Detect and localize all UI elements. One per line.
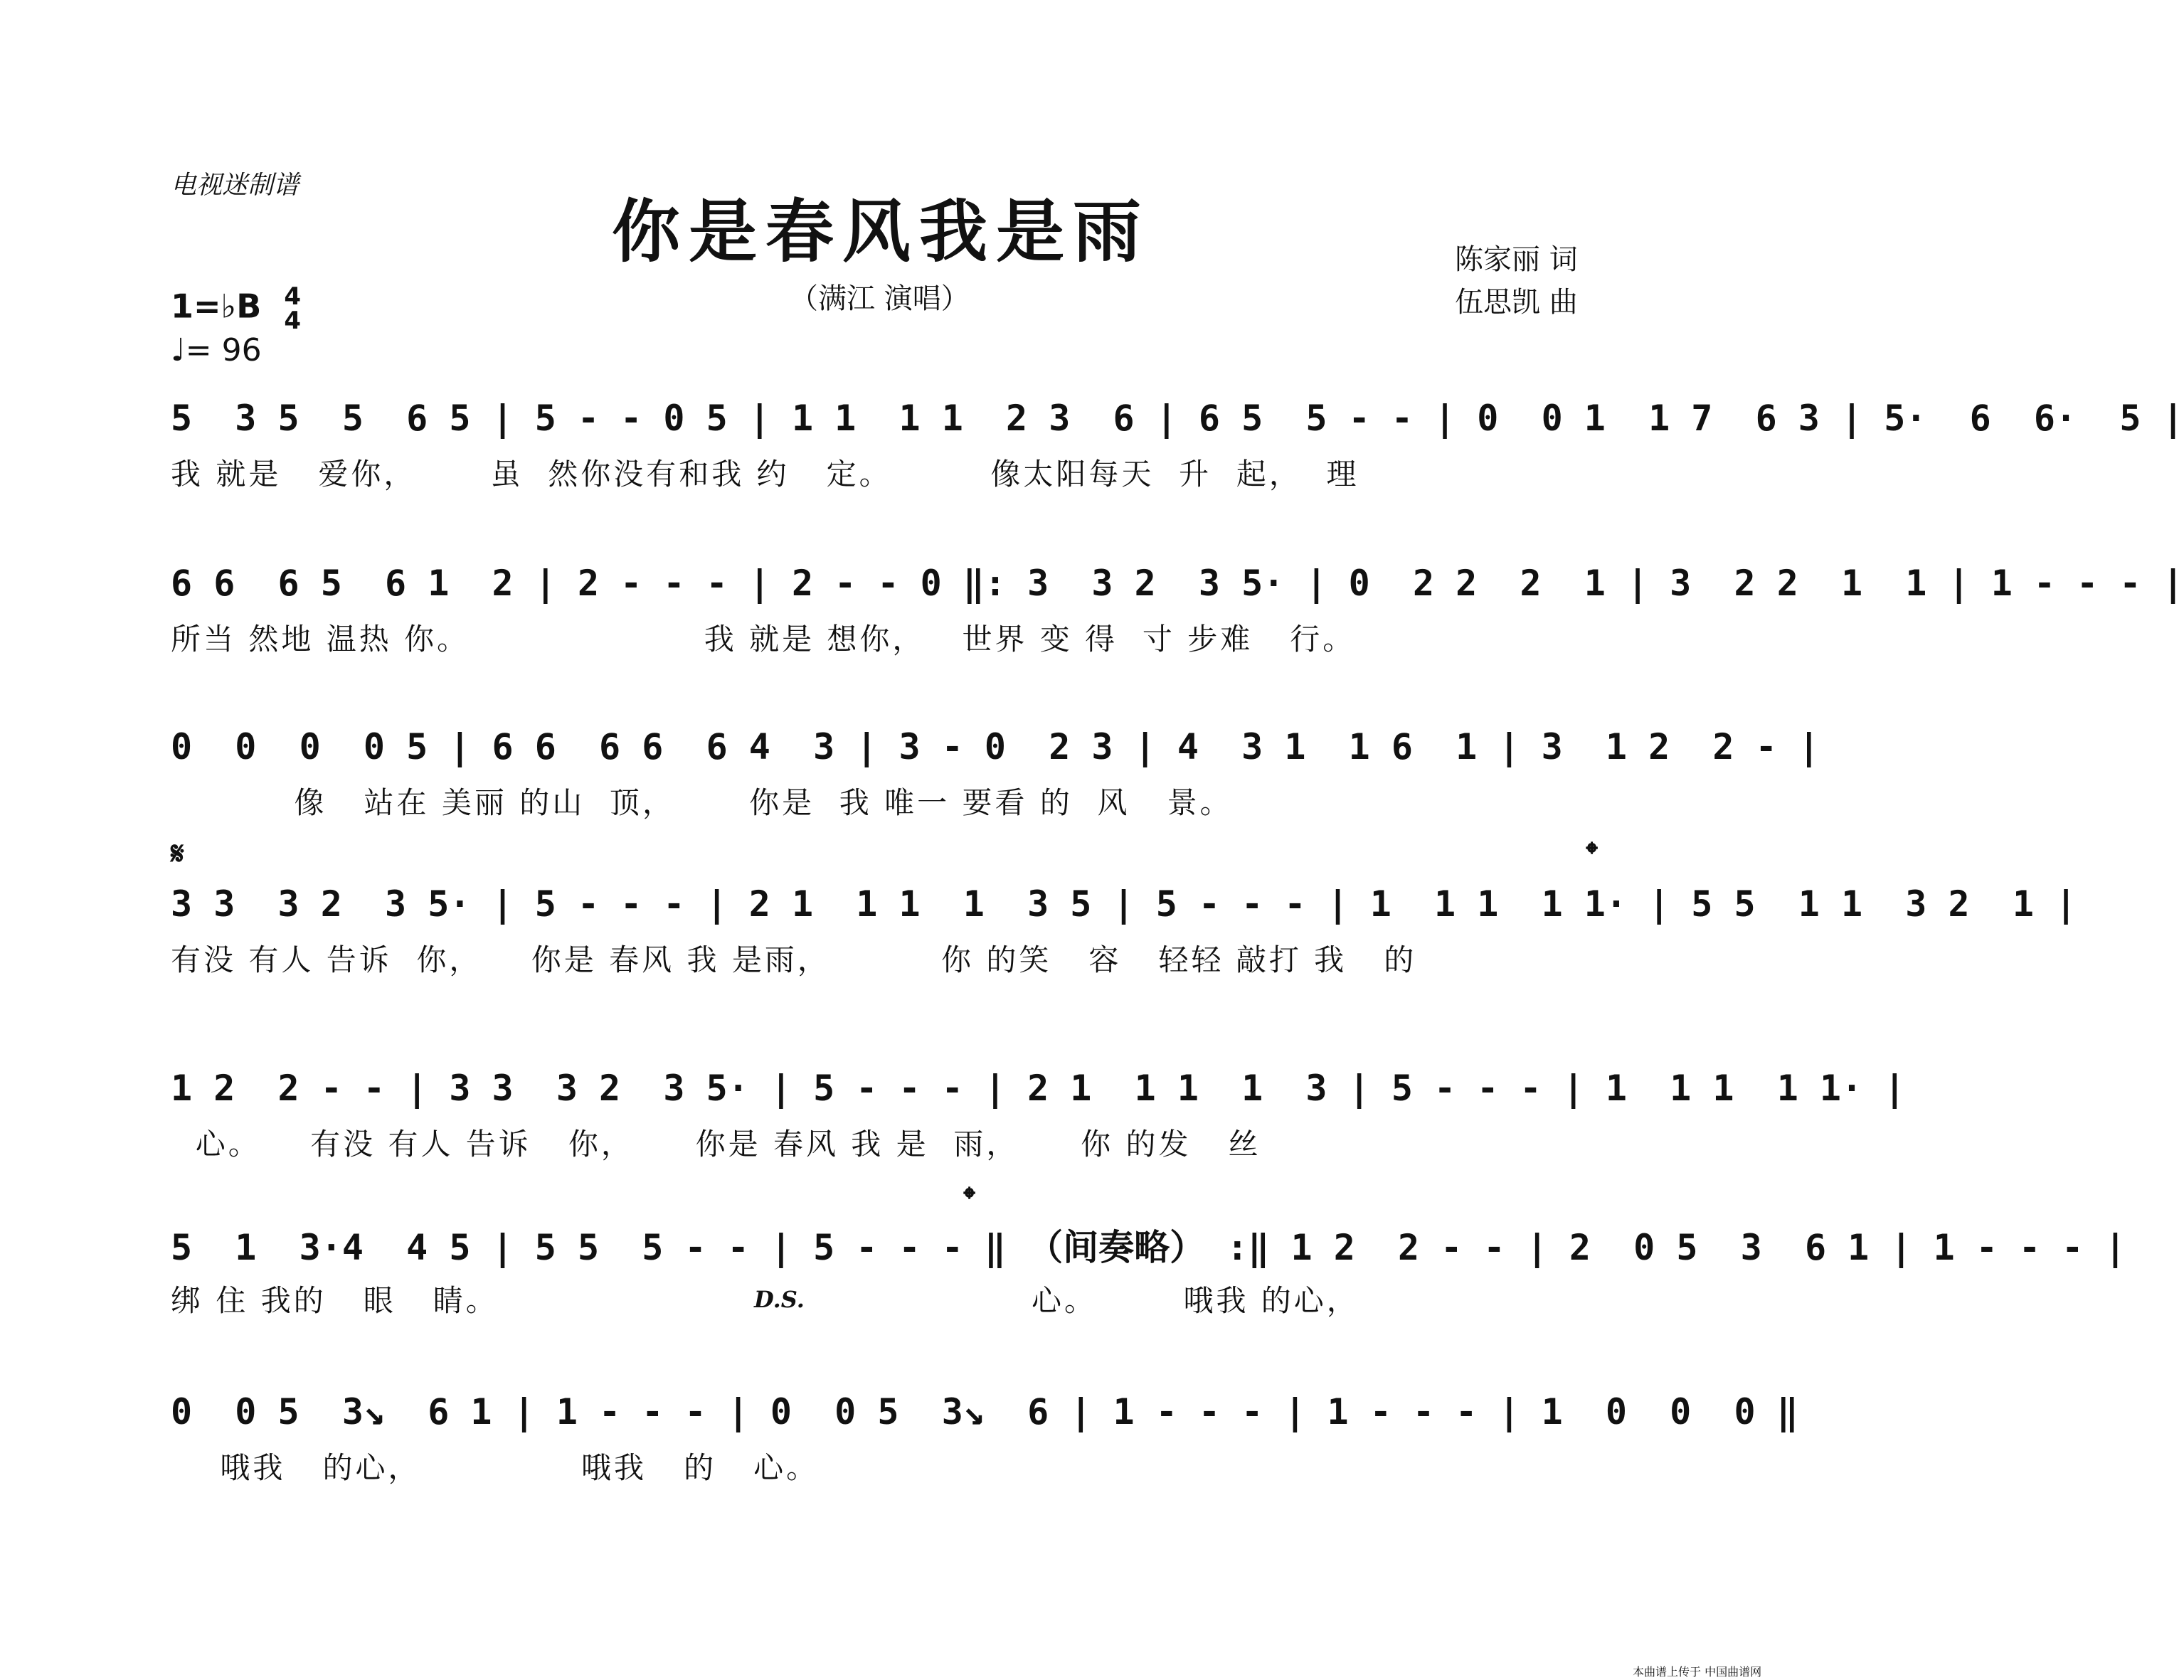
notation-line: 3 3 3 2 3 5· | 5 - - - | 2 1 1 1 1 3 5 | 5 - - - | 1 1 1 1 1· | 5 5 1 1 3 2 1 |: [171, 883, 2077, 925]
ds-marking: D.S.: [754, 1286, 805, 1313]
footer-text: 本曲谱上传于 中国曲谱网: [1633, 1665, 1762, 1679]
notation-line: 0 0 0 0 5 | 6 6 6 6 6 4 3 | 3 - 0 2 3 | 4 3 1 1 6 1 | 3 1 2 2 - |: [171, 726, 1820, 767]
song-title: 你是春风我是雨: [612, 191, 1150, 272]
notation-line: 0 0 5 3↘ 6 1 | 1 - - - | 0 0 5 3↘ 6 | 1 - - - | 1 - - - | 1 0 0 0 ‖: [171, 1391, 1798, 1432]
key-text: 1=♭B: [171, 287, 262, 326]
credit-text: 电视迷制谱: [171, 171, 299, 200]
score-line-4: [171, 836, 2077, 992]
tempo-marking: ♩= 96: [171, 332, 262, 368]
lyrics-line-right: 心。 哦我 的心，: [1032, 1283, 1359, 1318]
time-signature: [284, 282, 301, 335]
composer-text: 伍思凯 曲: [1455, 286, 1578, 319]
notation-line: 1 2 2 - - | 3 3 3 2 3 5· | 5 - - - | 2 1 1 1 1 3 | 5 - - - | 1 1 1 1 1· |: [171, 1068, 1906, 1109]
notation-line: 5 1 3·4 4 5 | 5 5 5 - - | 5 - - - ‖ （间奏略） :‖ 1 2 2 - - | 2 0 5 3 6 1 | 1 - - - |: [171, 1227, 2126, 1268]
lyrics-line: 绑 住 我的 眼 睛。: [171, 1283, 499, 1318]
time-bottom: 4: [284, 307, 301, 335]
lyrics-line: 我 就是 爱你， 虽 然你没有和我 约 定。 像太阳每天 升 起， 理: [171, 457, 1359, 491]
authors-block: [1455, 238, 1578, 324]
notation-line: 6 6 6 5 6 1 2 | 2 - - - | 2 - - 0 ‖: 3 3 2 3 5· | 0 2 2 2 1 | 3 2 2 1 1 | 1 - - - |: [171, 563, 2184, 604]
lyrics-line: 像 站在 美丽 的山 顶， 你是 我 唯一 要看 的 风 景。: [171, 785, 1233, 820]
coda-icon: 𝄌: [1586, 836, 1598, 872]
lyricist-text: 陈家丽 词: [1455, 243, 1578, 276]
lyrics-line: 哦我 的心， 哦我 的 心。: [171, 1450, 820, 1485]
performer-text: （满江 演唱）: [790, 282, 970, 315]
coda-icon: 𝄌: [964, 1181, 975, 1217]
time-top: 4: [284, 282, 301, 311]
key-signature: [171, 282, 301, 335]
lyrics-line: 心。 有没 有人 告诉 你， 你是 春风 我 是 雨， 你 的发 丝: [171, 1127, 1261, 1161]
lyrics-line: 有没 有人 告诉 你， 你是 春风 我 是雨， 你 的笑 容 轻轻 敲打 我 的: [171, 942, 1417, 977]
score-line-6: [171, 1181, 2126, 1323]
segno-icon: 𝄋: [171, 836, 184, 872]
notation-line: 5 3 5 5 6 5 | 5 - - 0 5 | 1 1 1 1 2 3 6 | 6 5 5 - - | 0 0 1 1 7 6 3 | 5· 6 6· 5 |: [171, 398, 2184, 439]
lyrics-line: 所当 然地 温热 你。 我 就是 想你， 世界 变 得 寸 步难 行。: [171, 622, 1356, 656]
